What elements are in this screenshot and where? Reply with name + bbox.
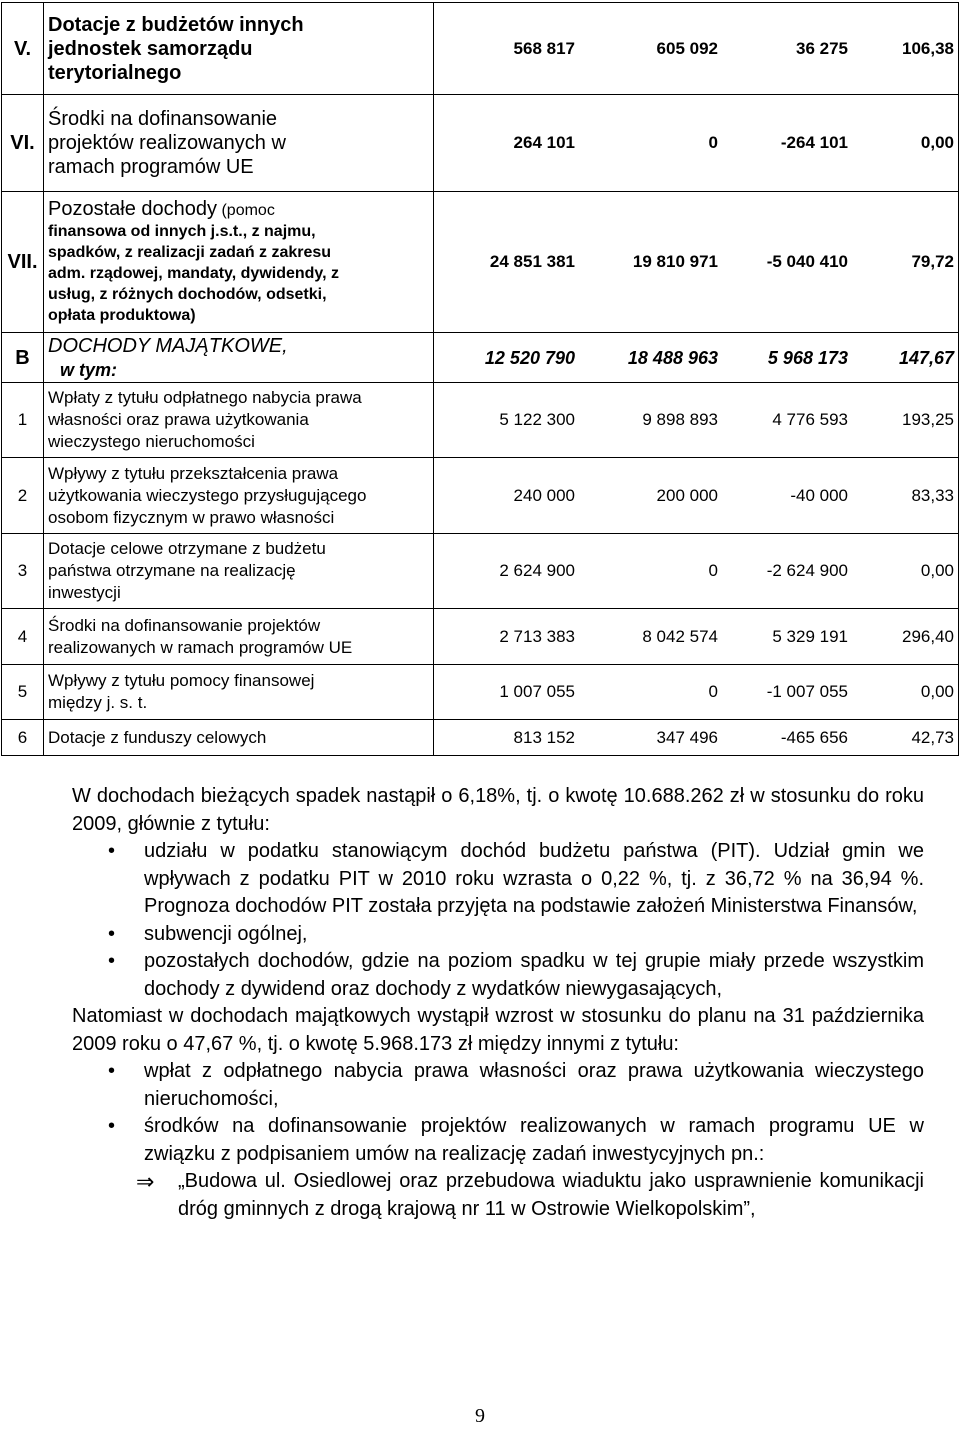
value-projection: 9 898 893 — [642, 410, 718, 429]
row-values — [434, 383, 959, 458]
bullet-icon: • — [108, 922, 116, 945]
bullet-icon: • — [108, 1060, 116, 1082]
bullet-icon: • — [108, 1115, 116, 1137]
value-plan: 1 007 055 — [499, 682, 575, 701]
row-values — [434, 95, 959, 192]
row-description: Pozostałe dochody (pomoc finansowa od innych j.s.t., z najmu, spadków, z realizacji zadań z zakresu adm. rządowej, mandaty, dywidendy, z usług, z różnych dochodów, odsetki, opłata produktowa) — [44, 192, 434, 333]
value-difference: 5 329 191 — [772, 626, 848, 646]
value-projection: 0 — [708, 561, 718, 580]
value-difference: -5 040 410 — [766, 252, 848, 271]
row-description: Wpłaty z tytułu odpłatnego nabycia prawa własności oraz prawa użytkowania wieczystego nieruchomości — [44, 383, 434, 458]
value-percent: 83,33 — [911, 485, 954, 505]
row-values — [434, 534, 959, 609]
row-description: Wpływy z tytułu pomocy finansowej między j. s. t. — [44, 665, 434, 720]
paragraph: W dochodach bieżących spadek nastąpił o 6,18%, tj. o kwotę 10.688.262 zł w stosunku do roku 2009, głównie z tytułu: — [72, 785, 924, 835]
table-row — [2, 609, 959, 665]
value-plan: 2 624 900 — [499, 561, 575, 580]
value-projection: 0 — [708, 133, 718, 152]
value-percent: 0,00 — [920, 561, 954, 580]
value-plan: 813 152 — [513, 727, 575, 747]
bullet-list — [72, 1058, 924, 1223]
value-plan: 568 817 — [513, 38, 575, 58]
table-row — [2, 3, 959, 95]
table-row — [2, 95, 959, 192]
row-description: Dotacje celowe otrzymane z budżetu państwa otrzymane na realizację inwestycji — [44, 534, 434, 609]
value-percent: 0,00 — [920, 682, 954, 701]
value-difference: 36 275 — [796, 38, 848, 58]
row-values — [434, 3, 959, 95]
bullet-icon: • — [108, 840, 116, 862]
value-projection: 347 496 — [656, 727, 718, 747]
row-values — [434, 192, 959, 333]
value-percent: 296,40 — [902, 626, 954, 646]
row-number: 5 — [2, 665, 44, 720]
value-percent: 79,72 — [911, 252, 954, 271]
row-values — [434, 665, 959, 720]
value-projection: 8 042 574 — [642, 626, 718, 646]
row-number: V. — [2, 3, 44, 95]
row-number: 2 — [2, 458, 44, 534]
table-row — [2, 458, 959, 534]
table-row — [2, 192, 959, 333]
row-number: 3 — [2, 534, 44, 609]
value-difference: -465 656 — [780, 727, 848, 747]
list-item: • pozostałych dochodów, gdzie na poziom spadku w tej grupie miały przede wszystkim dochody z dywidend oraz dochody z wydatków niewygasających, — [108, 950, 924, 1000]
table-row — [2, 665, 959, 720]
list-item: • środków na dofinansowanie projektów realizowanych w ramach programu UE w związku z podpisaniem umów na realizację zadań inwestycyjnych pn.: — [108, 1115, 924, 1165]
bullet-list — [72, 838, 924, 1003]
list-item: • udziału w podatku stanowiącym dochód budżetu państwa (PIT). Udział gmin we wpływach z podatku PIT w 2010 roku wzrasta o 0,22 %, tj. z 36,72 % na 36,94 %. Prognoza dochodów PIT została przyjęta na podstawie założeń Ministerstwa Finansów, — [108, 840, 924, 917]
value-difference: -2 624 900 — [766, 561, 848, 580]
row-values — [434, 609, 959, 665]
budget-table — [1, 2, 959, 756]
row-description: Dotacje z funduszy celowych — [44, 720, 434, 756]
row-number: VI. — [2, 95, 44, 192]
value-difference: -1 007 055 — [766, 682, 848, 701]
value-projection: 0 — [708, 682, 718, 701]
value-projection: 18 488 963 — [627, 347, 718, 368]
row-description: Środki na dofinansowanie projektów realizowanych w ramach programów UE — [44, 609, 434, 665]
row-values — [434, 333, 959, 383]
value-plan: 264 101 — [513, 133, 575, 152]
bullet-icon: • — [108, 950, 116, 972]
row-description: DOCHODY MAJĄTKOWE, w tym: — [44, 333, 434, 383]
row-description: Dotacje z budżetów innych jednostek samorządu terytorialnego — [44, 3, 434, 95]
row-number: 6 — [2, 720, 44, 756]
value-plan: 2 713 383 — [499, 626, 575, 646]
value-difference: -264 101 — [780, 133, 848, 152]
row-number: 4 — [2, 609, 44, 665]
value-percent: 147,67 — [898, 347, 954, 368]
value-plan: 12 520 790 — [484, 347, 575, 368]
row-values — [434, 720, 959, 756]
row-description: Środki na dofinansowanie projektów realizowanych w ramach programów UE — [44, 95, 434, 192]
value-plan: 24 851 381 — [489, 252, 575, 271]
value-plan: 240 000 — [513, 485, 575, 505]
value-difference: 5 968 173 — [767, 347, 848, 368]
page-number: 9 — [475, 1405, 485, 1427]
arrow-right-icon: ⇒ — [136, 1169, 155, 1194]
value-percent: 0,00 — [920, 133, 954, 152]
value-percent: 42,73 — [911, 727, 954, 747]
sub-list-item: ⇒ „Budowa ul. Osiedlowej oraz przebudowa wiaduktu jako usprawnienie komunikacji dróg gminnych z drogą krajową nr 11 w Ostrowie Wielkopolskim”, — [136, 1169, 924, 1220]
table-row — [2, 383, 959, 458]
row-number: B — [2, 333, 44, 383]
table-row — [2, 720, 959, 756]
table-row — [2, 333, 959, 383]
table-row — [2, 534, 959, 609]
list-item: • subwencji ogólnej, — [72, 921, 924, 949]
value-plan: 5 122 300 — [499, 410, 575, 429]
value-projection: 200 000 — [656, 485, 718, 505]
row-description: Wpływy z tytułu przekształcenia prawa użytkowania wieczystego przysługującego osobom fizycznym w prawo własności — [44, 458, 434, 534]
body-text — [72, 783, 924, 1223]
value-difference: -40 000 — [790, 485, 848, 505]
row-number: 1 — [2, 383, 44, 458]
list-item: • wpłat z odpłatnego nabycia prawa własności oraz prawa użytkowania wieczystego nieruchomości, — [108, 1060, 924, 1110]
row-values — [434, 458, 959, 534]
value-projection: 605 092 — [656, 38, 718, 58]
value-percent: 106,38 — [902, 38, 954, 58]
value-percent: 193,25 — [902, 410, 954, 429]
paragraph: Natomiast w dochodach majątkowych wystąpił wzrost w stosunku do planu na 31 października 2009 roku o 47,67 %, tj. o kwotę 5.968.173 zł między innymi z tytułu: — [72, 1005, 924, 1055]
value-difference: 4 776 593 — [772, 410, 848, 429]
value-projection: 19 810 971 — [632, 252, 718, 271]
row-number: VII. — [2, 192, 44, 333]
